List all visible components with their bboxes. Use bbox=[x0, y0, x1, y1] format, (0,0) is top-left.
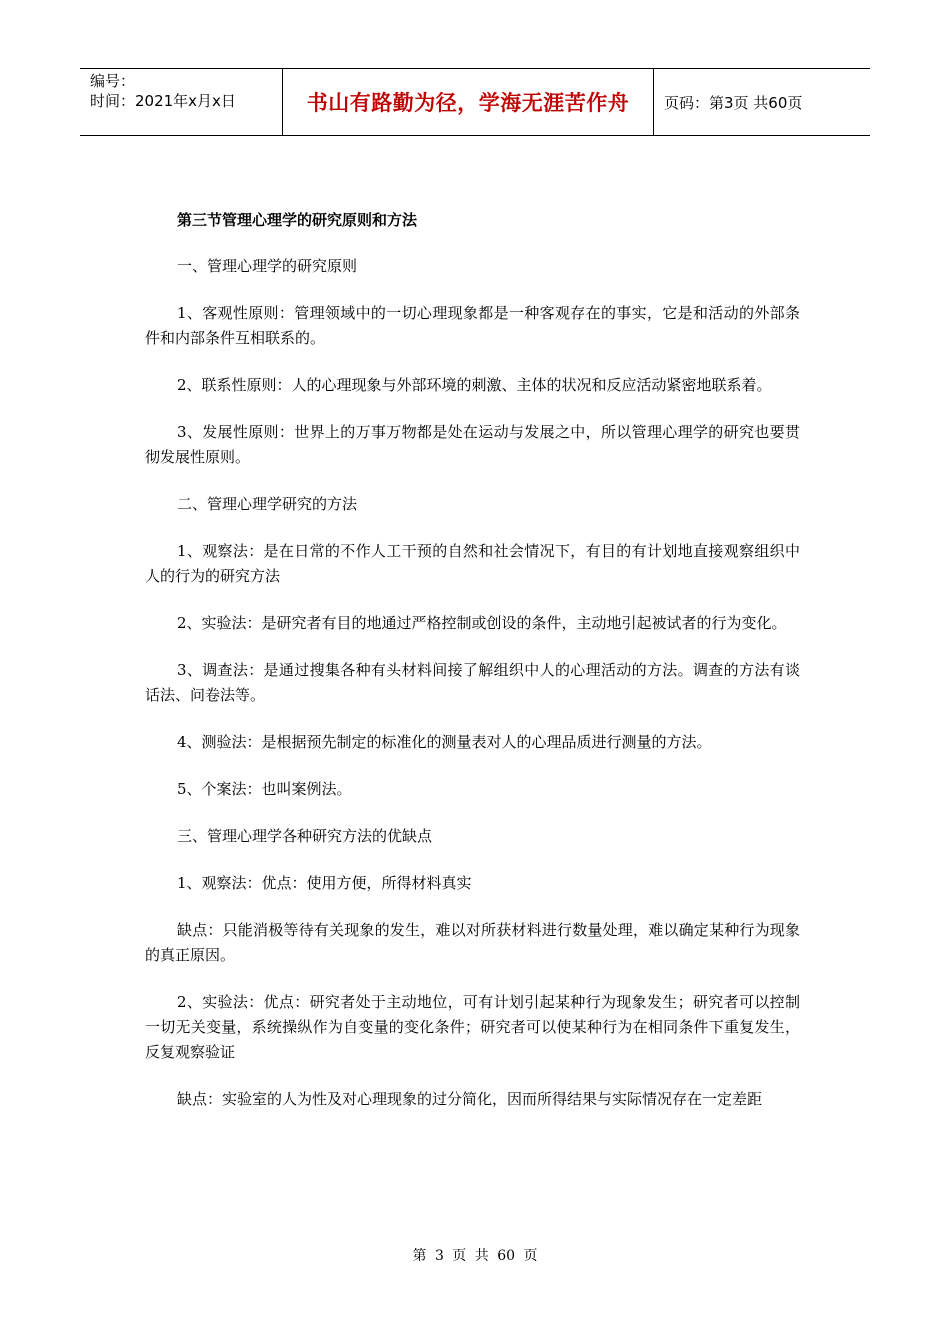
document-body bbox=[145, 200, 800, 1112]
paragraph-experiment-pros: 2、实验法：优点：研究者处于主动地位，可有计划引起某种行为现象发生；研究者可以控制一切无关变量，系统操纵作为自变量的变化条件；研究者可以使某种行为在相同条件下重复发生，反复观察验证 bbox=[145, 993, 800, 1061]
footer-page-number: 第 3 页 共 60 页 bbox=[412, 1248, 538, 1264]
paragraph-development: 3、发展性原则：世界上的万事万物都是处在运动与发展之中，所以管理心理学的研究也要贯彻发展性原则。 bbox=[145, 423, 800, 466]
paragraph-observation: 1、观察法：是在日常的不作人工干预的自然和社会情况下，有目的有计划地直接观察组织中人的行为的研究方法 bbox=[145, 542, 800, 585]
paragraph-objectivity: 1、客观性原则：管理领域中的一切心理现象都是一种客观存在的事实，它是和活动的外部条件和内部条件互相联系的。 bbox=[145, 304, 800, 347]
header-info-cell bbox=[80, 69, 282, 135]
time-label: 时间：2021年x月x日 bbox=[90, 92, 236, 110]
paragraph-observation-cons: 缺点：只能消极等待有关现象的发生，难以对所获材料进行数量处理，难以确定某种行为现象的真正原因。 bbox=[145, 921, 800, 964]
header-motto: 书山有路勤为径，学海无涯苦作舟 bbox=[306, 91, 630, 115]
header-page-label: 页码：第3页 共60页 bbox=[664, 93, 803, 112]
heading-pros-cons: 三、管理心理学各种研究方法的优缺点 bbox=[177, 827, 433, 845]
section-title: 第三节管理心理学的研究原则和方法 bbox=[177, 211, 418, 229]
document-header bbox=[80, 68, 870, 136]
paragraph-case: 5、个案法：也叫案例法。 bbox=[177, 780, 352, 798]
heading-methods: 二、管理心理学研究的方法 bbox=[177, 495, 358, 513]
paragraph-connection: 2、联系性原则：人的心理现象与外部环境的刺激、主体的状况和反应活动紧密地联系着。 bbox=[177, 376, 772, 394]
paragraph-test: 4、测验法：是根据预先制定的标准化的测量表对人的心理品质进行测量的方法。 bbox=[177, 733, 712, 751]
header-page-cell bbox=[654, 69, 870, 135]
heading-principles: 一、管理心理学的研究原则 bbox=[177, 257, 358, 275]
page-footer bbox=[0, 1245, 950, 1265]
paragraph-experiment: 2、实验法：是研究者有目的地通过严格控制或创设的条件，主动地引起被试者的行为变化。 bbox=[177, 614, 787, 632]
paragraph-experiment-cons: 缺点：实验室的人为性及对心理现象的过分简化，因而所得结果与实际情况存在一定差距 bbox=[177, 1090, 763, 1108]
number-label: 编号： bbox=[90, 72, 136, 90]
paragraph-observation-pros: 1、观察法：优点：使用方便，所得材料真实 bbox=[177, 874, 472, 892]
paragraph-survey: 3、调查法：是通过搜集各种有头材料间接了解组织中人的心理活动的方法。调查的方法有谈话法、问卷法等。 bbox=[145, 661, 800, 704]
header-motto-cell bbox=[282, 69, 654, 135]
